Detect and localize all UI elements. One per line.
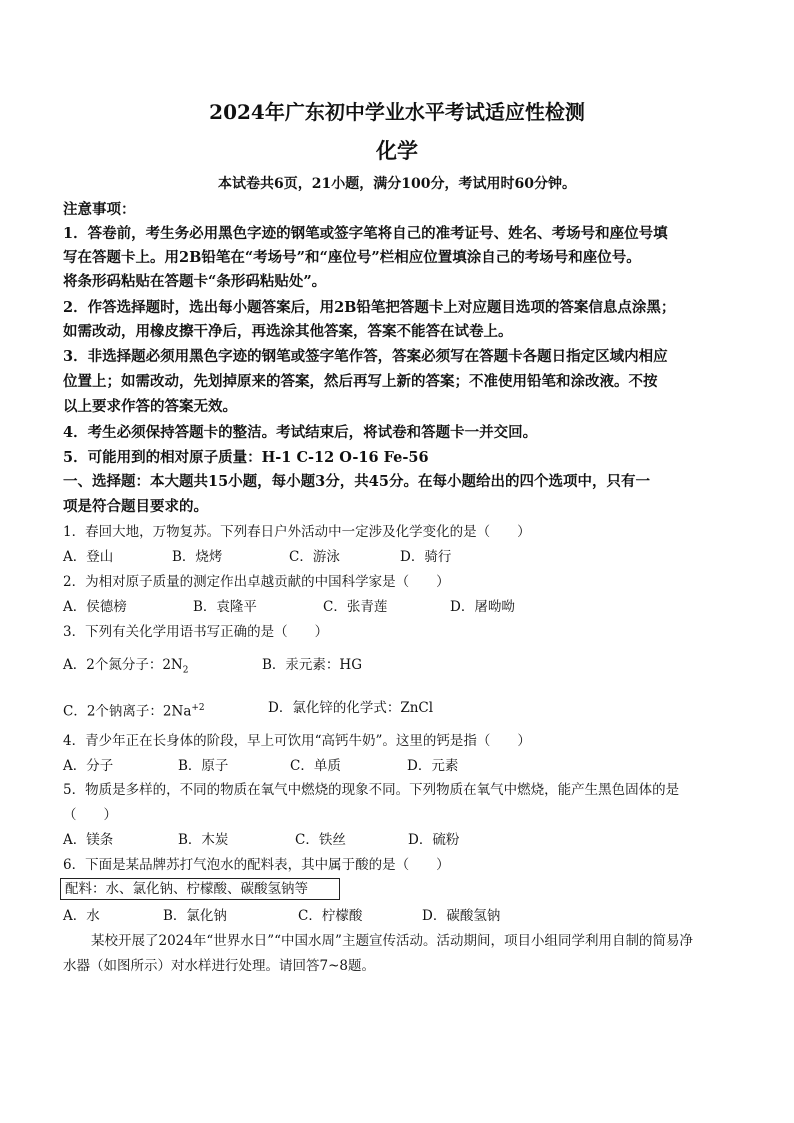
note-line: 如需改动，用橡皮擦干净后，再选涂其他答案，答案不能答在试卷上。 [63, 323, 513, 340]
question-1-stem: 1．春回大地，万物复苏。下列春日户外活动中一定涉及化学变化的是（ ） [63, 524, 531, 540]
q6-option-d: D．碳酸氢钠 [422, 908, 501, 924]
section-heading: 一、选择题：本大题共15小题，每小题3分，共45分。在每小题给出的四个选项中，只有一 [63, 473, 650, 490]
q3-option-a [63, 655, 188, 681]
q2-option-d: D．屠呦呦 [450, 599, 515, 615]
q5-option-d: D．硫粉 [408, 832, 460, 848]
note-line: 2．作答选择题时，选出每小题答案后，用2B铅笔把答题卡上对应题目选项的答案信息点涂黑； [63, 299, 676, 316]
note-line: 4．考生必须保持答题卡的整洁。考试结束后，将试卷和答题卡一并交回。 [63, 424, 538, 441]
section-heading-cont: 项是符合题目要求的。 [63, 498, 208, 515]
q3-option-c [63, 698, 205, 722]
ingredient-text: 配料：水、氯化钠、柠檬酸、碳酸氢钠等 [65, 881, 308, 897]
q6-option-b: B．氯化钠 [163, 908, 227, 924]
q4-option-c: C．单质 [290, 758, 341, 774]
q3-option-a-text: A．2个氮分子：2N [63, 657, 183, 673]
note-line: 1．答卷前，考生务必用黑色字迹的钢笔或签字笔将自己的准考证号、姓名、考场号和座位号填 [63, 225, 668, 242]
note-line: 写在答题卡上。用2B铅笔在“考场号”和“座位号”栏相应位置填涂自己的考场号和座位号。 [63, 249, 641, 266]
q6-option-c: C．柠檬酸 [298, 908, 363, 924]
q1-option-b: B．烧烤 [172, 549, 223, 565]
note-line: 3．非选择题必须用黑色字迹的钢笔或签字笔作答，答案必须写在答题卡各题日指定区域内相应 [63, 348, 668, 365]
notes-heading: 注意事项： [63, 201, 136, 218]
q4-option-b: B．原子 [178, 758, 229, 774]
passage-line: 水器（如图所示）对水样进行处理。请回答7~8题。 [63, 958, 375, 974]
q3-option-c-text: C．2个钠离子：2Na [63, 703, 192, 720]
q3-option-d: D．氯化锌的化学式：ZnCl [268, 700, 434, 716]
q3-option-b: B．汞元素：HG [262, 657, 362, 673]
note-line: 5．可能用到的相对原子质量：H-1 C-12 O-16 Fe-56 [63, 449, 429, 466]
q4-option-a: A．分子 [63, 758, 114, 774]
q1-option-d: D．骑行 [400, 549, 452, 565]
question-3-stem: 3．下列有关化学用语书写正确的是（ ） [63, 624, 329, 640]
q1-option-c: C．游泳 [289, 549, 340, 565]
q2-option-c: C．张青莲 [323, 599, 388, 615]
note-line: 以上要求作答的答案无效。 [63, 398, 237, 415]
q5-option-a: A．镁条 [63, 832, 114, 848]
subject-title: 化学 [376, 138, 418, 163]
exam-title: 2024年广东初中学业水平考试适应性检测 [209, 100, 585, 124]
passage-line: 某校开展了2024年“世界水日”“中国水周”主题宣传活动。活动期间，项目小组同学利用自制的简易净 [91, 933, 693, 949]
note-line: 位置上；如需改动，先划掉原来的答案，然后再写上新的答案；不准使用铅笔和涂改液。不按 [63, 373, 658, 390]
q2-option-a: A．侯德榜 [63, 599, 127, 615]
q5-option-b: B．木炭 [178, 832, 229, 848]
q3-option-a-subscript: 2 [182, 665, 189, 676]
note-line: 将条形码粘贴在答题卡“条形码粘贴处”。 [63, 273, 327, 290]
q4-option-d: D．元素 [407, 758, 459, 774]
question-5-stem: 5．物质是多样的，不同的物质在氧气中燃烧的现象不同。下列物质在氧气中燃烧，能产生黑色固体的是 [63, 782, 680, 798]
q1-option-a: A．登山 [63, 549, 114, 565]
question-6-stem: 6．下面是某品牌苏打气泡水的配料表，其中属于酸的是（ ） [63, 857, 450, 873]
exam-info: 本试卷共6页，21小题，满分100分，考试用时60分钟。 [218, 176, 576, 192]
question-5-stem-cont: （ ） [63, 807, 117, 823]
question-4-stem: 4．青少年正在长身体的阶段，早上可饮用“高钙牛奶”。这里的钙是指（ ） [63, 733, 531, 749]
q5-option-c: C．铁丝 [295, 832, 346, 848]
question-2-stem: 2．为相对原子质量的测定作出卓越贡献的中国科学家是（ ） [63, 574, 450, 590]
q3-option-c-superscript: +2 [191, 703, 205, 713]
q2-option-b: B．袁隆平 [193, 599, 257, 615]
ingredient-box [60, 878, 340, 900]
q6-option-a: A．水 [63, 908, 100, 924]
